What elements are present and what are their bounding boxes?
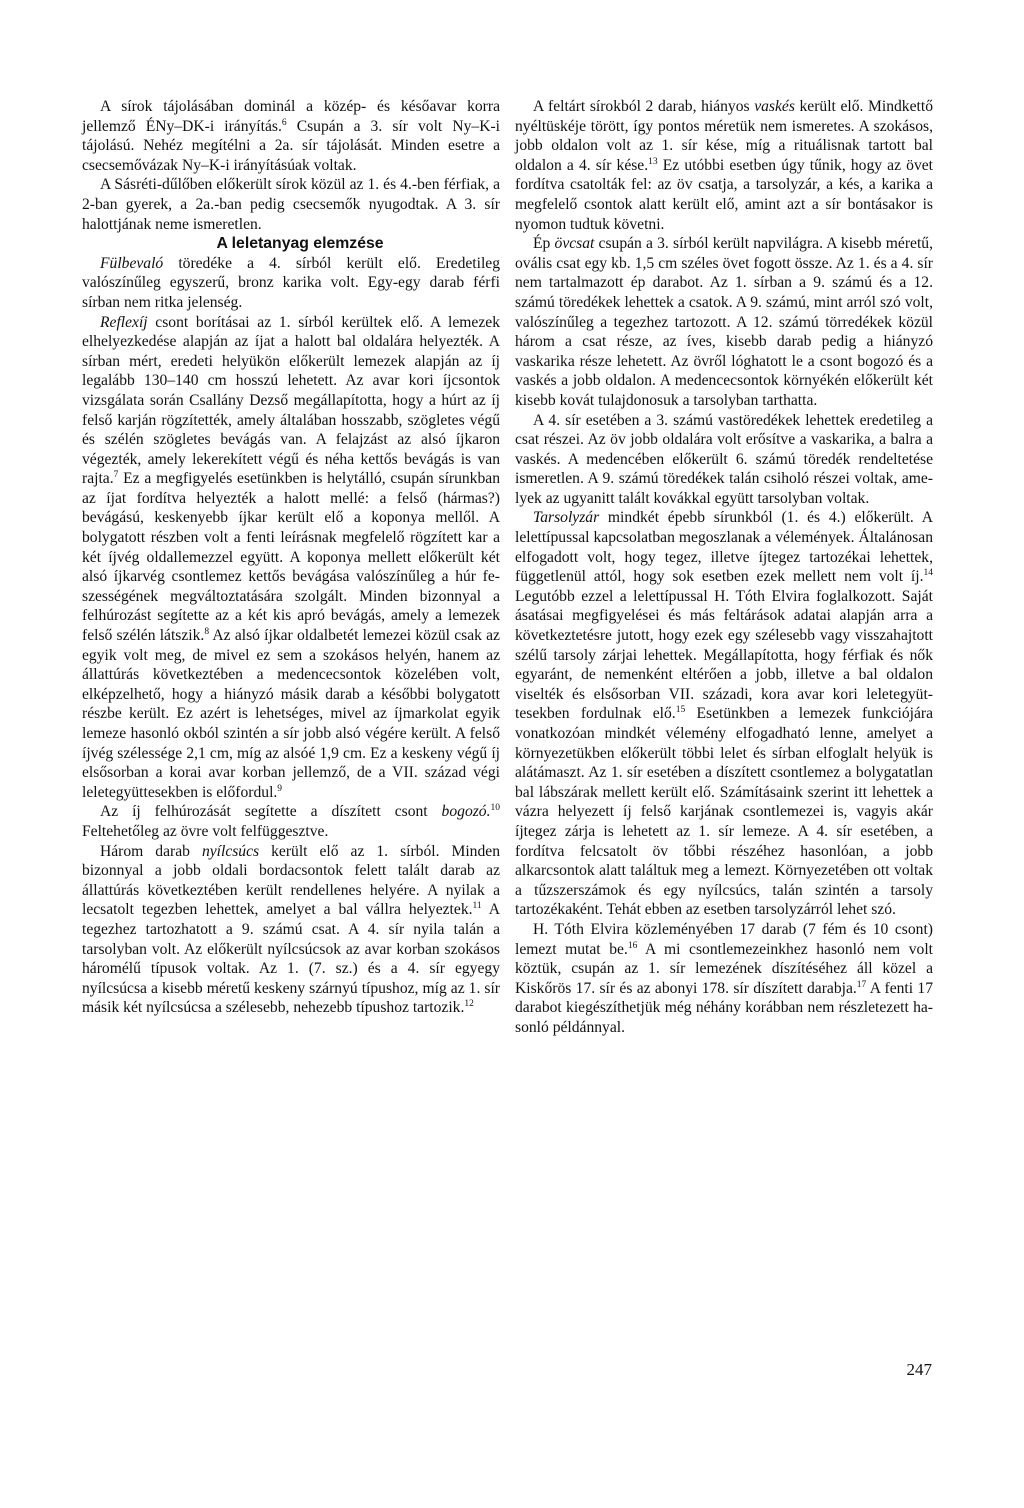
text-run: töredéke a 4. sírból került elő. Eredetileg valószínűleg egyszerű, bronz karika volt. Egy-egy darab férfi sírban nem ritka jelenség. [82, 254, 500, 311]
text-run: Az alsó íjkar oldalbetét lemezei közül csak az egyik volt meg, de mivel ez sem a szokásos helyén, hanem az állattúrás következtében a medencecsontok közelében volt, elképzelhető, hogy a hiányzó másik darab a későbbi bolygatott részbe került. Ez azért is lehetséges, mivel az íjmarkolat egyik lemeze hasonló okból szintén a sír jobb alsó végére került. A felső íjvég szélessége 2,1 cm, míg az alsóé 1,9 cm. Ez a keskeny végű íj elsősorban a korai avar korban jellemző, de a VII. század végi leletegyüttesekben is előfordul. [82, 627, 500, 801]
paragraph [82, 175, 500, 234]
footnote-ref: 13 [648, 156, 658, 167]
text-run: A mi csontlemezeinkhez hasonló nem volt köztük, csupán az 1. sír lemezének díszítéséhez áll közel a Kiskőrös 17. sír és az abonyi 178. sír díszített darabja. [515, 940, 933, 997]
italic-term: Fülbevaló [100, 254, 164, 272]
text-run: Esetünkben a lemezek funkciójára vonatkozóan mindkét vélemény elfogadható lenne, amelyet a környezetükben előkerült többi lelet és sírban elfoglalt helyük is alátámaszt. Az 1. sír esetében a díszített csontlemez a bolygatatlan bal lábszárak mellett került elő. Számításaink szerint itt lehettek a vázra helyezett íj felső karjának csontlemezei is, vagyis akár íjtegez zárja is lehetett az 1. sír lemeze. A 4. sír esetében, a fordítva felcsatolt öv tőbbi részéhez hasonlóan, a jobb alkarcsontok alatt találtuk meg a lemezt. Környezetében ott voltak a tűzszerszámok és egy nyílcsúcs, talán szintén a tarsoly tartozékaként. Tehát ebben az esetben tarsolyzárról lehet szó. [515, 705, 933, 919]
text-run: került elő. Mindkettő nyéltüskéje törött, így pontos méretük nem ismeretes. A szokásos, jobb oldalon volt az 1. sír kése, míg a rituálisnak tartott bal oldalon a 4. sír kése. [515, 98, 933, 174]
paragraph [82, 254, 500, 313]
footnote-ref: 8 [204, 627, 210, 638]
text-run: Ép [533, 235, 555, 253]
paragraph [82, 802, 500, 841]
footnote-ref: 10 [490, 803, 500, 814]
text-run: Ez a megfigyelés esetünkben is helytálló, csupán sírunkban az íjat fordítva helyezték a halott mellé: a felső (hármas?) bevágású, keskenyebb íjkar került elő a koponya mellől. A bolygatott részben volt a fenti leírásnak megfelelő rögzített kar a két íjvég oldallemezzel együtt. A koponya mellett előkerült két alsó íjkarvég csontlemez kettős bevágása valószínűleg a húr feszességének megváltoztatására szolgált. Minden bizonnyal a felhúrozást segítette az a két kis apró bevágás, amely a lemezek felső szélén látszik. [82, 470, 500, 645]
footnote-ref: 16 [627, 940, 638, 951]
text-run: csupán a 3. sírból került napvilágra. A kisebb méretű, ovális csat egy kb. 1,5 cm széles övet fogott össze. Az 1. és a 4. sír nem tartalmazott ép darabot. Az 1. sírban a 9. számú és a 12. számú töredékek lehettek a csatok. A 9. számú, mint arról szó volt, valószínűleg a tegezhez tartozott. A 12. számú törredékek közül három a csat része, az íves, kisebb darab pedig a hiányzó vaskarika része lehetett. Az övről lóghatott le a csont bogozó és a vaskés a jobb oldalon. A medencecsontok környékén előkerült két kisebb kovát tulajdonosuk a tarsolyban tarthatta. [515, 235, 933, 409]
italic-term: bogozó. [441, 803, 491, 821]
footnote-ref: 9 [277, 783, 283, 794]
footnote-ref: 14 [923, 568, 933, 579]
footnote-ref: 6 [281, 117, 287, 128]
page-number: 247 [906, 1360, 932, 1379]
italic-term: vaskés [754, 98, 795, 115]
left-column [82, 97, 500, 1018]
section-heading: A leletanyag elemzése [216, 235, 384, 253]
paragraph [82, 313, 500, 803]
paragraph [82, 97, 500, 175]
footnote-ref: 17 [856, 979, 867, 990]
text-run: csont borításai az 1. sírból kerültek elő. A lemezek elhelyezkedése alapján az íjat a halott bal oldalára helyezték. A sírban mért, eredeti helyükön előkerült lemezek alapján az íj legalább 130–140 cm hosszú lehetett. Az avar kori íjcsontok vizsgálata során Csallány Dezső megállapította, hogy a húrt az íj felső karján rögzítették, amely általában hosszabb, szögletes végű és szélén szögletes bevágás van. A felajzást az alsó íjkaron végezték, amely lekerekített végű és néha kettős bevágás is van rajta. [82, 313, 500, 488]
text-run: A 4. sír esetében a 3. számú vastöredékek lehettek eredetileg a csat részei. Az öv jobb oldalára volt erősítve a vaskarika, a balra a vaskés. A medencében előkerült 6. számú töredék rendeltetése ismeretlen. A 9. számú töredékek talán csiholó részei voltak, amelyek az ugyanitt talált kovákkal együtt tarsolyban voltak. [515, 411, 933, 507]
right-column [515, 97, 933, 1038]
footnote-ref: 11 [472, 901, 482, 912]
text-run: került elő az 1. sírból. Minden bizonnyal a jobb oldali bordacsontok felett talált darab az állattúrás következtében került rendellenes helyére. A nyilak a lecsatolt tegezben lehettek, amelyet a bal vállra helyeztek. [82, 842, 500, 919]
text-run: Ez utóbbi esetben úgy tűnik, hogy az övet fordítva csatolták fel: az öv csatja, a tarsolyzár, a kés, a karika a megfelelő csontok alatt került elő, amint azt a sír bontásakor is nyomon tudtuk követni. [515, 156, 934, 233]
text-run: Csupán a 3. sír volt Ny–K-i tájolású. Nehéz megítélni a 2a. sír tájolását. Minden esetre a csecsemővázak Ny–K-i irányításúak voltak. [82, 117, 500, 174]
footnote-ref: 15 [675, 705, 686, 716]
italic-term: övcsat [554, 235, 595, 253]
text-run: Feltehetőleg az övre volt felfüggesztve. [82, 822, 329, 840]
text-run: Legutóbb ezzel a lelettípussal H. Tóth Elvira foglalkozott. Saját ásatásai megfigyelései és más feltárások adatai alapján arra a következtetésre jutott, hogy ezek egy szélesebb vagy visszahajtott szélű tarsoly zárjai lehettek. Megállapította, hogy férfiak és nők egyaránt, de nemenként eltérően a jobb, illetve a bal oldalon viselték és elsősorban VII. századi, kora avar kori leletegyüttesekben fordulnak elő. [515, 587, 933, 723]
italic-term: Reflexíj [100, 313, 148, 331]
paragraph [515, 508, 933, 919]
footnote-ref: 7 [113, 470, 119, 481]
text-run: A fenti 17 darabot kiegészíthetjük még néhány korábban nem részletezett hasonló példánnyal. [515, 979, 934, 1036]
italic-term: Tarsolyzár [533, 509, 600, 527]
text-run: A tegezhez tartozhatott a 9. számú csat. A 4. sír nyila talán a tarsolyban volt. Az előkerült nyílcsúcsok az avar korban szokásos háromélű típusok voltak. Az 1. (7. sz.) és a 4. sír egyegy nyílcsúcsa a kisebb méretű keskeny szárnyú típushoz, míg az 1. sír másik két nyílcsúcsa a szélesebb, nehezebb típushoz tartozik. [82, 901, 500, 1017]
text-run: H. Tóth Elvira közleményében 17 darab (7 fém és 10 csont) lemezt mutat be. [515, 920, 933, 958]
text-run: A Sásréti-dűlőben előkerült sírok közül az 1. és 4.-ben férfiak, a 2-ban gyerek, a 2a.-ban pedig csecsemők nyugodtak. A 3. sír halottjának neme ismeretlen. [82, 176, 500, 233]
paragraph [515, 411, 933, 509]
paragraph [515, 920, 933, 1038]
text-run: Három darab [100, 842, 202, 860]
text-run: Az íj felhúrozását segítette a díszített csont [100, 803, 442, 821]
footnote-ref: 12 [464, 999, 474, 1010]
text-run: A sírok tájolásában dominál a közép- és későavar korra jellemző ÉNy–DK-i irányítás. [82, 98, 500, 135]
italic-term: nyílcsúcs [201, 842, 260, 860]
paragraph [82, 842, 500, 1018]
paragraph [515, 234, 933, 410]
paragraph [515, 97, 933, 234]
text-run: A feltárt sírokból 2 darab, hiányos [533, 98, 755, 115]
text-run: mindkét épebb sírunkból (1. és 4.) előkerült. A lelettípussal kapcsolatban megoszlanak a vélemények. Általánosan elfogadott volt, hogy tegez, illetve íjtegez tartozékai lehettek, függetlenül attól, hogy sok esetben ezek mellett nem volt íj. [515, 509, 933, 586]
